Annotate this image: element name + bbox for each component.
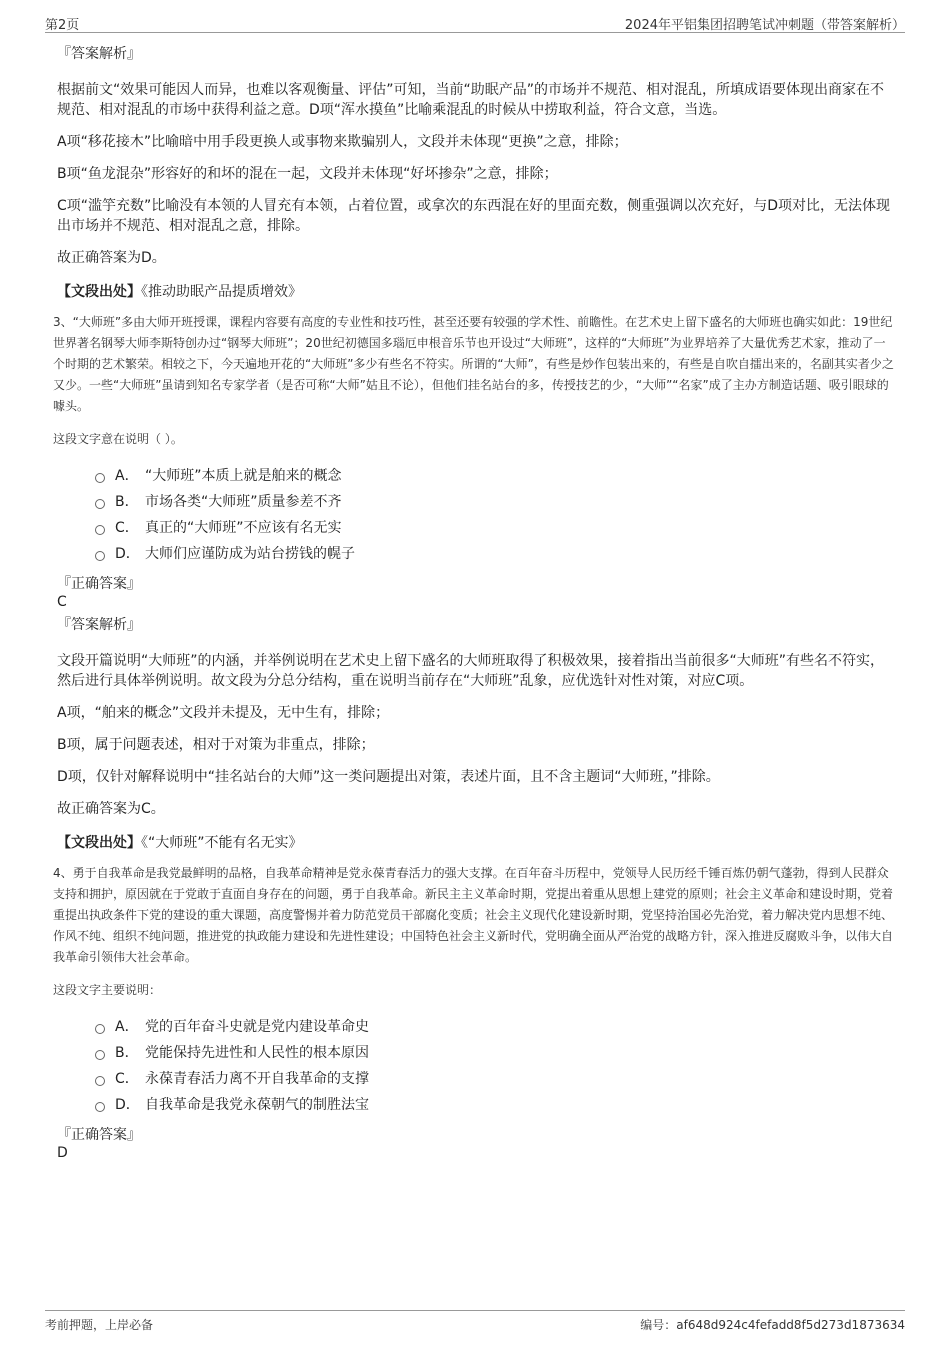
analysis-paragraph: 故正确答案为C。 — [57, 801, 165, 817]
radio-icon[interactable] — [95, 473, 105, 483]
source-label: 【文段出处】 — [57, 284, 141, 300]
document-content — [55, 44, 895, 1162]
radio-icon[interactable] — [95, 1050, 105, 1060]
option-d[interactable] — [95, 541, 895, 567]
question-4-text: 4、勇于自我革命是我党最鲜明的品格，自我革命精神是党永葆青春活力的强大支撑。在百年奋斗历程中，党领导人民历经千锤百炼仍朝气蓬勃，得到人民群众支持和拥护，原因就在于党敢于直面自身存在的问题，勇于自我革命。新民主主义革命时期，党提出着重从思想上建党的原则；社会主义革命和建设时期，党着重提出执政条件下党的建设的重大课题，高度警惕并着力防范党员干部腐化变质；社会主义现代化建设新时期，党坚持治国必先治党，着力解决党内思想不纯、作风不纯、组织不纯问题，推进党的执政能力建设和先进性建设；中国特色社会主义新时代，党明确全面从严治党的战略方针，深入推进反腐败斗争，以伟大自我革命引领伟大社会革命。 — [53, 866, 894, 964]
option-text: 真正的“大师班”不应该有名无实 — [145, 520, 342, 536]
source-title: 《“大师班”不能有名无实》 — [141, 835, 303, 851]
analysis-paragraph: C项“滥竽充数”比喻没有本领的人冒充有本领，占着位置，或拿次的东西混在好的里面充数，侧重强调以次充好，与D项对比，无法体现出市场并不规范、相对混乱之意，排除。 — [57, 198, 891, 234]
radio-icon[interactable] — [95, 1024, 105, 1034]
page-footer — [45, 1310, 905, 1333]
radio-icon[interactable] — [95, 1076, 105, 1086]
option-letter: C． — [115, 1071, 139, 1087]
question-3-prompt: 这段文字意在说明（ ）。 — [53, 432, 183, 446]
question-3-options — [95, 463, 895, 567]
option-d[interactable] — [95, 1092, 895, 1118]
option-a[interactable] — [95, 1014, 895, 1040]
option-letter: C． — [115, 520, 139, 536]
option-text: 大师们应谨防成为站台捞钱的幌子 — [145, 546, 355, 562]
source-line — [57, 282, 895, 302]
correct-answer: D — [57, 1145, 68, 1161]
option-letter: D． — [115, 546, 140, 562]
option-text: 党的百年奋斗史就是党内建设革命史 — [145, 1019, 369, 1035]
option-text: 党能保持先进性和人民性的根本原因 — [145, 1045, 369, 1061]
source-line — [57, 833, 895, 853]
analysis-paragraph: 故正确答案为D。 — [57, 250, 166, 266]
radio-icon[interactable] — [95, 1102, 105, 1112]
correct-answer: C — [57, 594, 67, 610]
analysis-paragraph: D项，仅针对解释说明中“挂名站台的大师”这一类问题提出对策，表述片面，且不含主题词“大师班，”排除。 — [57, 769, 720, 785]
analysis-paragraph: B项“鱼龙混杂”形容好的和坏的混在一起，文段并未体现“好坏掺杂”之意，排除； — [57, 166, 558, 182]
radio-icon[interactable] — [95, 525, 105, 535]
option-text: 自我革命是我党永葆朝气的制胜法宝 — [145, 1097, 369, 1113]
radio-icon[interactable] — [95, 551, 105, 561]
document-title: 2024年平铝集团招聘笔试冲刺题（带答案解析） — [624, 18, 905, 33]
question-3-text: 3、“大师班”多由大师开班授课，课程内容要有高度的专业性和技巧性，甚至还要有较强的学术性、前瞻性。在艺术史上留下盛名的大师班也确实如此：19世纪世界著名钢琴大师李斯特创办过“钢琴大师班”；20世纪初德国多瑙厄申根音乐节也开设过“大师班”，这样的“大师班”为业界培养了大量优秀艺术家，推动了一个时期的艺术繁荣。相较之下，今天遍地开花的“大师班”多少有些名不符实。所谓的“大师”，有些是炒作包装出来的，有些是自吹自擂出来的，名副其实者少之又少。一些“大师班”虽请到知名专家学者（是否可称“大师”姑且不论），但他们挂名站台的多，传授技艺的少，“大师”“名家”成了主办方制造话题、吸引眼球的噱头。 — [53, 315, 894, 413]
analysis-label: 『答案解析』 — [57, 46, 141, 62]
page-number: 第2页 — [45, 18, 80, 33]
option-letter: A． — [115, 468, 139, 484]
option-a[interactable] — [95, 463, 895, 489]
option-letter: D． — [115, 1097, 140, 1113]
page-header — [45, 12, 905, 33]
correct-answer-label: 『正确答案』 — [57, 576, 141, 592]
footer-slogan: 考前押题，上岸必备 — [45, 1318, 154, 1332]
analysis-paragraph: 文段开篇说明“大师班”的内涵，并举例说明在艺术史上留下盛名的大师班取得了积极效果，接着指出当前很多“大师班”有些名不符实，然后进行具体举例说明。故文段为分总分结构，重在说明当前存在“大师班”乱象，应优选针对性对策，对应C项。 — [57, 653, 885, 689]
option-c[interactable] — [95, 1066, 895, 1092]
radio-icon[interactable] — [95, 499, 105, 509]
analysis-paragraph: 根据前文“效果可能因人而异，也难以客观衡量、评估”可知，当前“助眠产品”的市场并不规范、相对混乱，所填成语要体现出商家在不规范、相对混乱的市场中获得利益之意。D项“浑水摸鱼”比喻乘混乱的时候从中捞取利益，符合文意，当选。 — [57, 82, 885, 118]
option-text: 永葆青春活力离不开自我革命的支撑 — [145, 1071, 369, 1087]
source-label: 【文段出处】 — [57, 835, 141, 851]
option-letter: B． — [115, 1045, 139, 1061]
option-letter: B． — [115, 494, 139, 510]
option-text: “大师班”本质上就是舶来的概念 — [145, 468, 342, 484]
analysis-label: 『答案解析』 — [57, 617, 141, 633]
option-text: 市场各类“大师班”质量参差不齐 — [145, 494, 342, 510]
analysis-paragraph: B项，属于问题表述，相对于对策为非重点，排除； — [57, 737, 375, 753]
option-letter: A． — [115, 1019, 139, 1035]
question-4-options — [95, 1014, 895, 1118]
correct-answer-label: 『正确答案』 — [57, 1127, 141, 1143]
source-title: 《推动助眠产品提质增效》 — [141, 284, 302, 300]
option-b[interactable] — [95, 489, 895, 515]
option-b[interactable] — [95, 1040, 895, 1066]
option-c[interactable] — [95, 515, 895, 541]
analysis-paragraph: A项，“舶来的概念”文段并未提及，无中生有，排除； — [57, 705, 390, 721]
question-4-prompt: 这段文字主要说明： — [53, 983, 162, 997]
document-code: 编号：af648d924c4fefadd8f5d273d1873634 — [640, 1318, 905, 1332]
analysis-paragraph: A项“移花接木”比喻暗中用手段更换人或事物来欺骗别人，文段并未体现“更换”之意，排除； — [57, 134, 628, 150]
